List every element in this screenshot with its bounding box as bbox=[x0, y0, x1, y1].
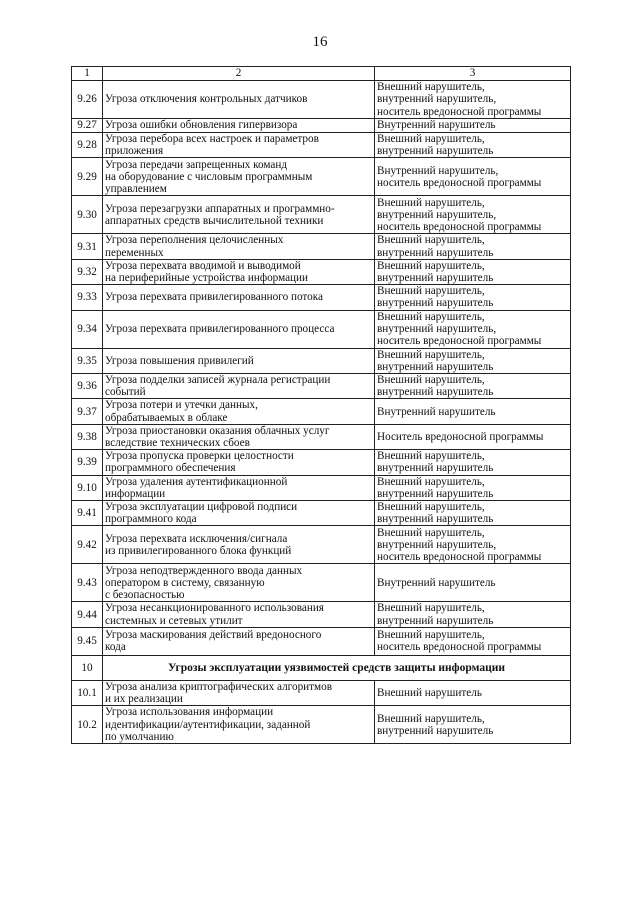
threat-name: Угроза подделки записей журнала регистрации событий bbox=[105, 374, 331, 399]
threat-name: Угроза ошибки обновления гипервизора bbox=[105, 119, 298, 132]
threats-table bbox=[71, 66, 571, 744]
threat-name: Угроза перехвата вводимой и выводимой на периферийные устройства информации bbox=[105, 259, 309, 285]
table-row bbox=[72, 399, 571, 424]
threat-actor: Внешний нарушитель, внутренний нарушитель, носитель вредоносной программы bbox=[377, 526, 542, 564]
threat-name: Угроза использования информации идентификации/аутентификации, заданной по умолчанию bbox=[105, 706, 311, 743]
threat-name: Угроза несанкционированного использования системных и сетевых утилит bbox=[105, 602, 324, 627]
threat-name: Угроза перехвата привилегированного процесса bbox=[105, 323, 335, 336]
table-row bbox=[72, 564, 571, 602]
threat-actor: Внутренний нарушитель bbox=[377, 405, 496, 418]
row-number: 9.38 bbox=[77, 430, 97, 443]
table-row bbox=[72, 450, 571, 475]
threat-name: Угроза повышения привилегий bbox=[105, 354, 254, 367]
threat-actor: Внешний нарушитель, внутренний нарушитель, носитель вредоносной программы bbox=[377, 81, 542, 118]
table-row bbox=[72, 348, 571, 373]
row-number: 9.41 bbox=[77, 507, 97, 520]
row-number: 9.27 bbox=[77, 119, 97, 132]
table-row bbox=[72, 526, 571, 564]
row-number: 9.33 bbox=[77, 291, 97, 304]
threat-name: Угроза удаления аутентификационной информации bbox=[105, 475, 288, 500]
threat-actor: Внешний нарушитель, внутренний нарушитель bbox=[377, 234, 494, 259]
threat-name: Угроза неподтвержденного ввода данных оператором в систему, связанную с безопасностью bbox=[105, 564, 303, 602]
threat-name: Угроза перебора всех настроек и параметров приложения bbox=[105, 133, 319, 158]
row-number: 9.43 bbox=[77, 576, 97, 589]
table-row bbox=[72, 602, 571, 627]
table-row bbox=[72, 285, 571, 310]
threat-actor: Внешний нарушитель, внутренний нарушитель, носитель вредоносной программы bbox=[377, 310, 542, 348]
threat-actor: Внешний нарушитель, носитель вредоносной программы bbox=[377, 629, 542, 654]
threat-actor: Внешний нарушитель bbox=[377, 686, 482, 699]
row-number: 10.1 bbox=[77, 686, 97, 699]
table-row bbox=[72, 119, 571, 133]
row-number: 9.31 bbox=[77, 240, 97, 253]
table-row bbox=[72, 133, 571, 158]
row-number: 9.30 bbox=[77, 208, 97, 221]
row-number: 9.32 bbox=[77, 265, 97, 278]
table-row bbox=[72, 501, 571, 526]
section-number: 10 bbox=[72, 655, 103, 680]
threat-actor: Внешний нарушитель, внутренний нарушитель bbox=[377, 133, 494, 158]
table-row bbox=[72, 706, 571, 744]
row-number: 9.45 bbox=[77, 635, 97, 648]
table-row bbox=[72, 234, 571, 259]
table-row bbox=[72, 680, 571, 705]
threat-name: Угроза маскирования действий вредоносного кода bbox=[105, 629, 322, 654]
section-row bbox=[72, 655, 571, 680]
threat-name: Угроза приостановки оказания облачных услуг вследствие технических сбоев bbox=[105, 424, 330, 450]
threat-name: Угроза эксплуатации цифровой подписи программного кода bbox=[105, 501, 298, 526]
threat-actor: Внешний нарушитель, внутренний нарушитель bbox=[377, 712, 494, 737]
threat-name: Угроза перехвата привилегированного потока bbox=[105, 291, 323, 304]
row-number: 9.42 bbox=[77, 538, 97, 551]
threat-name: Угроза пропуска проверки целостности программного обеспечения bbox=[105, 450, 294, 475]
threat-name: Угроза отключения контрольных датчиков bbox=[105, 93, 308, 106]
row-number: 9.34 bbox=[77, 323, 97, 336]
column-header-number: 1 bbox=[72, 67, 103, 81]
threat-name: Угроза перезагрузки аппаратных и программно- аппаратных средств вычислительной техники bbox=[105, 202, 335, 227]
page-number: 16 bbox=[312, 34, 328, 50]
table-row bbox=[72, 475, 571, 500]
threat-name: Угроза передачи запрещенных команд на оборудование с числовым программным управлением bbox=[105, 158, 313, 195]
table-header-row bbox=[72, 67, 571, 81]
table-row bbox=[72, 374, 571, 399]
threat-actor: Внешний нарушитель, внутренний нарушитель bbox=[377, 374, 494, 399]
threat-actor: Внешний нарушитель, внутренний нарушитель bbox=[377, 450, 494, 475]
row-number: 9.26 bbox=[77, 93, 97, 106]
threat-actor: Внутренний нарушитель, носитель вредоносной программы bbox=[377, 164, 542, 189]
section-title: Угрозы эксплуатации уязвимостей средств защиты информации bbox=[103, 655, 571, 680]
threat-actor: Внешний нарушитель, внутренний нарушитель bbox=[377, 501, 494, 526]
threat-actor: Носитель вредоносной программы bbox=[377, 430, 544, 443]
row-number: 9.28 bbox=[77, 139, 97, 152]
table-row bbox=[72, 158, 571, 196]
threat-name: Угроза переполнения целочисленных переменных bbox=[105, 234, 284, 259]
threat-name: Угроза потери и утечки данных, обрабатываемых в облаке bbox=[105, 399, 258, 424]
row-number: 9.10 bbox=[77, 481, 97, 494]
row-number: 10.2 bbox=[77, 718, 97, 731]
row-number: 9.37 bbox=[77, 405, 97, 418]
threat-actor: Внешний нарушитель, внутренний нарушитель bbox=[377, 285, 494, 310]
threat-actor: Внешний нарушитель, внутренний нарушитель, носитель вредоносной программы bbox=[377, 196, 542, 233]
threat-name: Угроза анализа криптографических алгоритмов и их реализации bbox=[105, 680, 333, 706]
row-number: 9.35 bbox=[77, 354, 97, 367]
row-number: 9.39 bbox=[77, 456, 97, 469]
table-row bbox=[72, 424, 571, 449]
row-number: 9.44 bbox=[77, 608, 97, 621]
threat-actor: Внешний нарушитель, внутренний нарушитель bbox=[377, 348, 494, 373]
row-number: 9.36 bbox=[77, 380, 97, 393]
row-number: 9.29 bbox=[77, 170, 97, 183]
table-row bbox=[72, 627, 571, 655]
column-header-actor: 3 bbox=[375, 67, 571, 81]
threat-actor: Внешний нарушитель, внутренний нарушитель bbox=[377, 475, 494, 500]
threat-actor: Внутренний нарушитель bbox=[377, 119, 496, 132]
table-row bbox=[72, 81, 571, 119]
table-row bbox=[72, 310, 571, 348]
threat-actor: Внешний нарушитель, внутренний нарушитель bbox=[377, 602, 494, 627]
table-row bbox=[72, 259, 571, 284]
table-row bbox=[72, 196, 571, 234]
column-header-threat: 2 bbox=[103, 67, 375, 81]
threat-actor: Внутренний нарушитель bbox=[377, 576, 496, 589]
threat-actor: Внешний нарушитель, внутренний нарушитель bbox=[377, 259, 494, 285]
threat-name: Угроза перехвата исключения/сигнала из привилегированного блока функций bbox=[105, 532, 292, 557]
